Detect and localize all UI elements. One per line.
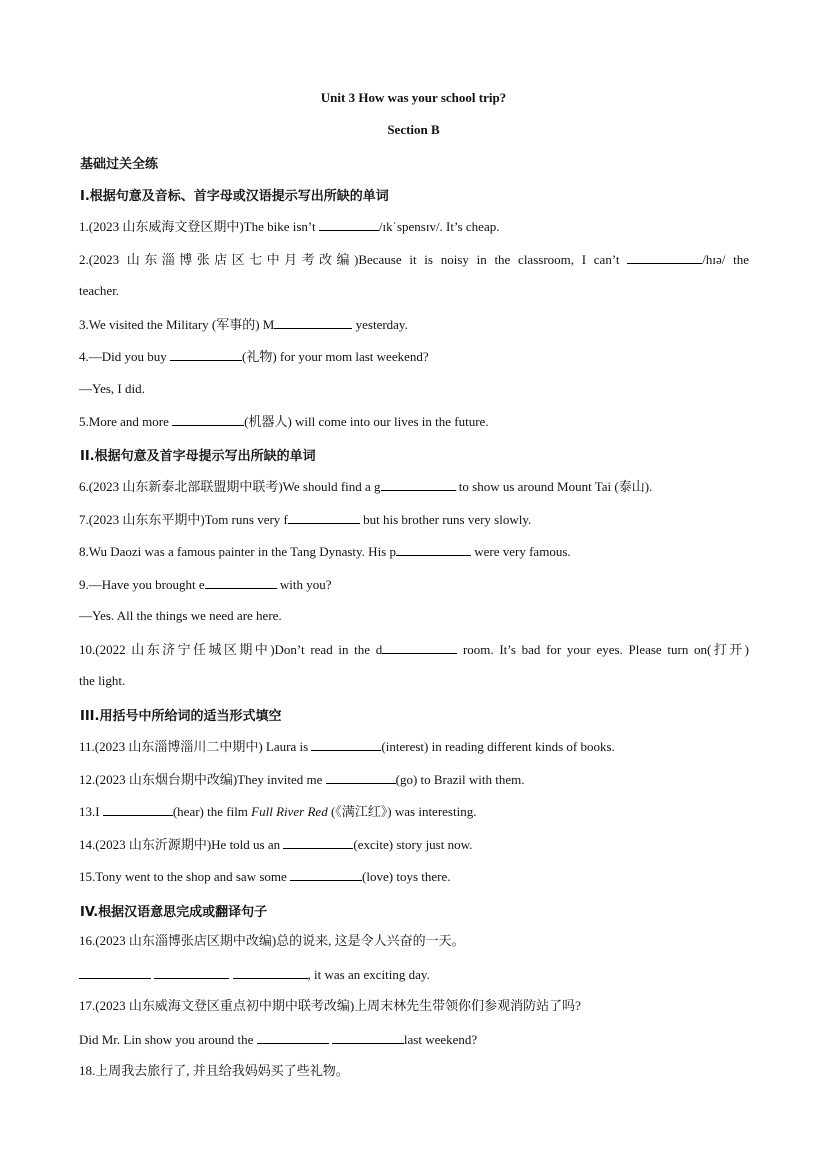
- main-heading: 基础过关全练: [80, 157, 159, 172]
- answer-blank[interactable]: [332, 1031, 404, 1044]
- answer-blank[interactable]: [283, 836, 353, 849]
- question-2-cont: teacher.: [79, 283, 120, 298]
- question-9-text: 9.—Have you brought e: [79, 577, 205, 592]
- question-8-text-end: were very famous.: [471, 544, 571, 559]
- question-13-text-mid: (hear) the film: [172, 804, 252, 819]
- unit-title: Unit 3 How was your school trip?: [320, 90, 507, 105]
- question-8-text: 8.Wu Daozi was a famous painter in the Tang Dynasty. His p: [79, 544, 396, 559]
- answer-blank[interactable]: [154, 966, 229, 979]
- answer-blank[interactable]: [172, 413, 244, 426]
- question-10-text: 10.(2022 山东济宁任城区期中)Don’t read in the d: [79, 642, 383, 657]
- question-6: [79, 478, 652, 495]
- question-17: 17.(2023 山东威海文登区重点初中期中联考改编)上周末林先生带领你们参观消防站了吗?: [79, 998, 581, 1013]
- film-title: Full River Red: [251, 804, 328, 819]
- question-15-text: 15.Tony went to the shop and saw some: [79, 869, 291, 884]
- question-1: [79, 218, 499, 235]
- answer-blank[interactable]: [233, 966, 308, 979]
- question-6-text-end: to show us around Mount Tai (泰山).: [455, 479, 653, 494]
- question-2-text: 2.(2023 山东淄博张店区七中月考改编)Because it is noisy in the classroom, I can’t: [79, 252, 628, 267]
- answer-blank[interactable]: [326, 771, 396, 784]
- question-13-text-end: (《满江红》) was interesting.: [327, 804, 477, 819]
- question-12-text-end: (go) to Brazil with them.: [395, 772, 525, 787]
- question-4: [79, 348, 429, 365]
- answer-blank[interactable]: [290, 868, 362, 881]
- part-2-heading: II.根据句意及首字母提示写出所缺的单词: [80, 449, 316, 464]
- question-10-cont: the light.: [79, 673, 126, 688]
- question-12: [79, 771, 525, 788]
- question-4-answer: —Yes, I did.: [79, 381, 145, 396]
- question-2: [79, 251, 749, 268]
- question-11-text: 11.(2023 山东淄博淄川二中期中) Laura is: [79, 739, 312, 754]
- question-17-text-end: last weekend?: [403, 1032, 478, 1047]
- question-16: 16.(2023 山东淄博张店区期中改编)总的说来, 这是令人兴奋的一天。: [79, 933, 465, 948]
- answer-blank[interactable]: [274, 316, 352, 329]
- question-12-text: 12.(2023 山东烟台期中改编)They invited me: [79, 772, 326, 787]
- question-1-text: 1.(2023 山东威海文登区期中)The bike isn’t: [79, 219, 319, 234]
- question-1-text-end: /ɪkˈspensɪv/. It’s cheap.: [378, 219, 500, 234]
- section-title: Section B: [387, 122, 440, 137]
- question-7-text-end: but his brother runs very slowly.: [359, 512, 532, 527]
- question-15-text-end: (love) toys there.: [362, 869, 451, 884]
- question-5-text-end: (机器人) will come into our lives in the future.: [244, 414, 489, 429]
- question-17-answer: [79, 1031, 477, 1048]
- answer-blank[interactable]: [205, 576, 277, 589]
- question-3-text: 3.We visited the Military (军事的) M: [79, 317, 275, 332]
- question-5: [79, 413, 489, 430]
- answer-blank[interactable]: [79, 966, 151, 979]
- question-11: [79, 738, 615, 755]
- question-16-text-end: , it was an exciting day.: [307, 967, 430, 982]
- answer-blank[interactable]: [319, 218, 379, 231]
- question-11-text-end: (interest) in reading different kinds of books.: [381, 739, 615, 754]
- answer-blank[interactable]: [257, 1031, 329, 1044]
- question-17-text: Did Mr. Lin show you around the: [79, 1032, 257, 1047]
- question-3-text-end: yesterday.: [352, 317, 408, 332]
- question-5-text: 5.More and more: [79, 414, 173, 429]
- answer-blank[interactable]: [170, 348, 242, 361]
- question-13: [79, 803, 476, 820]
- question-9-text-end: with you?: [276, 577, 332, 592]
- question-10: [79, 641, 749, 658]
- question-8: [79, 543, 571, 560]
- question-13-text: 13.I: [79, 804, 103, 819]
- question-6-text: 6.(2023 山东新泰北部联盟期中联考)We should find a g: [79, 479, 381, 494]
- question-7-text: 7.(2023 山东东平期中)Tom runs very f: [79, 512, 288, 527]
- answer-blank[interactable]: [627, 251, 702, 264]
- question-14-text: 14.(2023 山东沂源期中)He told us an: [79, 837, 284, 852]
- answer-blank[interactable]: [382, 641, 457, 654]
- question-9-answer: —Yes. All the things we need are here.: [79, 608, 282, 623]
- answer-blank[interactable]: [381, 478, 456, 491]
- question-7: [79, 511, 531, 528]
- question-14-text-end: (excite) story just now.: [353, 837, 473, 852]
- answer-blank[interactable]: [103, 803, 173, 816]
- question-2-text-end: /hɪə/ the: [702, 252, 749, 267]
- part-3-heading: III.用括号中所给词的适当形式填空: [80, 709, 282, 724]
- question-4-text-end: (礼物) for your mom last weekend?: [242, 349, 429, 364]
- answer-blank[interactable]: [396, 543, 471, 556]
- question-16-answer: [79, 966, 430, 983]
- answer-blank[interactable]: [288, 511, 360, 524]
- question-9: [79, 576, 332, 593]
- question-10-text-end: room. It’s bad for your eyes. Please turn on(打开): [457, 642, 749, 657]
- question-4-text: 4.—Did you buy: [79, 349, 170, 364]
- part-1-heading: I.根据句意及音标、首字母或汉语提示写出所缺的单词: [80, 189, 389, 204]
- question-14: [79, 836, 472, 853]
- question-3: [79, 316, 408, 333]
- answer-blank[interactable]: [311, 738, 381, 751]
- question-15: [79, 868, 451, 885]
- part-4-heading: IV.根据汉语意思完成或翻译句子: [80, 905, 268, 920]
- question-18: 18.上周我去旅行了, 并且给我妈妈买了些礼物。: [79, 1063, 349, 1078]
